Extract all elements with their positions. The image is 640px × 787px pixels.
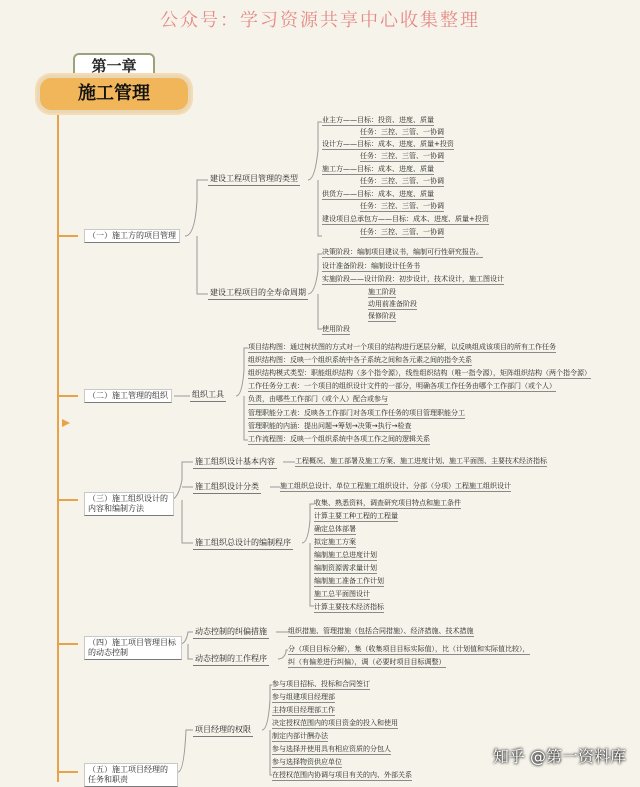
leaf-authority-7: 参与选择物资供应单位 — [272, 758, 342, 766]
leaf-contractor-goal: 施工方——目标：成本、进度、质量 — [322, 165, 434, 173]
leaf-correction-measures: 组织措施、管理措施（包括合同措施）、经济措施、技术措施 — [288, 627, 474, 635]
sub-node-design-content[interactable]: 施工组织设计基本内容 — [193, 456, 277, 469]
sub-node-manager-authority[interactable]: 项目经理的权限 — [193, 724, 253, 737]
watermark-text: 公众号：学习资源共享中心收集整理 — [160, 10, 480, 31]
leaf-function-division: 管理职能分工表：反映各工作部门对各项工作任务的项目管理职能分工 — [248, 409, 465, 417]
section-3-node[interactable]: （三）施工组织设计的内容和编制方法 — [84, 492, 174, 516]
leaf-procedure-7: 编制施工准备工作计划 — [314, 577, 384, 585]
leaf-authority-6: 参与选择并使用具有相应资质的分包人 — [272, 745, 391, 753]
leaf-procedure-4: 拟定施工方案 — [314, 538, 356, 546]
leaf-procedure-2: 计算主要工种工程的工程量 — [314, 512, 398, 520]
leaf-procedure-5: 编制施工总进度计划 — [314, 551, 377, 559]
leaf-procedure-steps-1: 分（项目目标分解），集（收集项目目标实际值），比（计划值和实际值比较）， — [288, 645, 530, 653]
leaf-contractor-task: 任务：三控、三管、一协调 — [360, 177, 444, 185]
leaf-authority-1: 参与项目招标、投标和合同签订 — [272, 680, 370, 688]
sub-node-design-procedure[interactable]: 施工组织总设计的编制程序 — [193, 537, 293, 550]
leaf-procedure-steps-2: 纠（有偏差进行纠偏），调（必要时项目目标调整） — [288, 658, 446, 666]
sub-node-correction-measures[interactable]: 动态控制的纠偏措施 — [193, 626, 269, 639]
leaf-org-modes: 组织结构模式类型：职能组织结构（多个指令源），线性组织结构（唯一指令源），矩阵组织结构（两个指令源） — [248, 369, 591, 377]
sub-node-lifecycle[interactable]: 建设工程项目的全寿命周期 — [208, 287, 308, 300]
leaf-procedure-8: 施工总平面图设计 — [314, 590, 370, 598]
leaf-owner-task: 任务：三控、三管、一协调 — [360, 128, 444, 136]
leaf-project-structure: 项目结构图：通过树状图的方式对一个项目的结构进行逐层分解，以反映组成该项目的所有工作任务 — [248, 343, 556, 351]
leaf-use-stage: 使用阶段 — [322, 325, 350, 333]
leaf-design-content: 工程概况、施工部署及施工方案、施工进度计划、施工平面图、主要技术经济指标 — [295, 457, 547, 465]
leaf-org-chart: 组织结构图：反映一个组织系统中各子系统之间和各元素之间的指令关系 — [248, 356, 472, 364]
leaf-owner-goal: 业主方——目标：投资、进度、质量 — [322, 116, 434, 124]
leaf-procedure-9: 计算主要技术经济指标 — [314, 603, 384, 611]
section-2-node[interactable]: （二）施工管理的组织 — [84, 389, 172, 403]
leaf-authority-2: 参与组建项目经理部 — [272, 693, 335, 701]
leaf-epc-goal: 建设项目总承包方——目标：成本、进度、质量+投资 — [322, 215, 489, 223]
sub-node-control-procedure[interactable]: 动态控制的工作程序 — [193, 653, 269, 666]
leaf-procedure-3: 确定总体部署 — [314, 525, 356, 533]
leaf-function-meaning: 管理职能的内涵：提出问题→筹划→决策→执行→检查 — [248, 422, 412, 430]
sub-node-project-types[interactable]: 建设工程项目管理的类型 — [208, 173, 300, 186]
leaf-design-types: 施工组织总设计、单位工程施工组织设计、分部（分项）工程施工组织设计 — [280, 482, 511, 490]
leaf-design-prep-stage: 设计准备阶段：编制设计任务书 — [322, 262, 420, 270]
leaf-implementation-stage: 实施阶段——设计阶段：初步设计，技术设计，施工图设计 — [322, 275, 504, 283]
chapter-label: 第一章 — [73, 53, 155, 79]
leaf-designer-task: 任务：三控、三管、一协调 — [360, 152, 444, 160]
brand-watermark: 知乎 @第一资料库 — [492, 747, 626, 766]
leaf-decision-stage: 决策阶段：编制项目建议书，编制可行性研究报告。 — [322, 248, 483, 256]
leaf-task-division-cont: 负责，由哪些工作部门（或个人）配合或参与 — [248, 395, 388, 403]
leaf-epc-task: 任务：三控、三管、一协调 — [360, 228, 444, 236]
leaf-designer-goal: 设计方——目标：成本、进度、质量+投资 — [322, 140, 454, 148]
leaf-task-division: 工作任务分工表：一个项目的组织设计文件的一部分，明确各项工作任务由哪个工作部门（或个人） — [248, 382, 556, 390]
leaf-authority-8: 在授权范围内协调与项目有关的内、外部关系 — [272, 771, 412, 779]
leaf-authority-4: 决定授权范围内的项目资金的投入和使用 — [272, 719, 398, 727]
leaf-authority-5: 制定内部计酬办法 — [272, 732, 328, 740]
root-topic[interactable]: 施工管理 — [37, 75, 191, 113]
section-4-node[interactable]: （四）施工项目管理目标的动态控制 — [84, 636, 182, 660]
leaf-supplier-task: 任务：三控、三管、一协调 — [360, 202, 444, 210]
leaf-authority-3: 主持项目经理部工作 — [272, 706, 335, 714]
sub-node-design-types[interactable]: 施工组织设计分类 — [193, 481, 261, 494]
leaf-pre-use-stage: 动用前准备阶段 — [368, 300, 417, 308]
sub-node-org-tools[interactable]: 组织工具 — [190, 389, 226, 402]
section-1-node[interactable]: （一）施工方的项目管理 — [84, 229, 180, 243]
leaf-construction-stage: 施工阶段 — [368, 288, 396, 296]
leaf-workflow-chart: 工作流程图：反映一个组织系统中各项工作之间的逻辑关系 — [248, 435, 430, 443]
leaf-warranty-stage: 保修阶段 — [368, 312, 396, 320]
leaf-supplier-goal: 供货方——目标：成本、进度、质量 — [322, 190, 434, 198]
leaf-procedure-6: 编制资源需求量计划 — [314, 564, 377, 572]
section-5-node[interactable]: （五）施工项目经理的任务和职责 — [84, 763, 178, 787]
leaf-procedure-1: 收集、熟悉资料，调查研究项目特点和施工条件 — [314, 499, 461, 507]
